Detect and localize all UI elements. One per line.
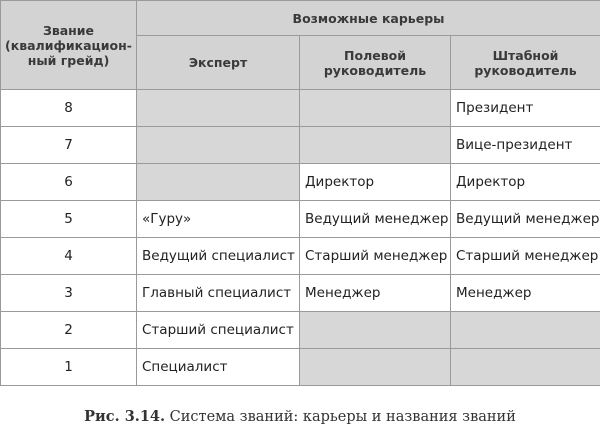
staff-manager-column-header: Штабной руководитель bbox=[451, 36, 600, 90]
staff-manager-cell bbox=[451, 349, 600, 386]
rank-cell: 7 bbox=[1, 127, 137, 164]
expert-cell: Ведущий специалист bbox=[137, 238, 300, 275]
expert-column-header: Эксперт bbox=[137, 36, 300, 90]
expert-cell: Старший специалист bbox=[137, 312, 300, 349]
rank-cell: 8 bbox=[1, 90, 137, 127]
table-row bbox=[1, 312, 600, 349]
table-row bbox=[1, 349, 600, 386]
rank-cell: 3 bbox=[1, 275, 137, 312]
table-row bbox=[1, 127, 600, 164]
table-row bbox=[1, 201, 600, 238]
rank-column-header: Звание (квалификацион-ный грейд) bbox=[1, 1, 137, 90]
rank-cell: 4 bbox=[1, 238, 137, 275]
table-row bbox=[1, 90, 600, 127]
table-body bbox=[1, 90, 600, 386]
staff-manager-cell: Ведущий менеджер bbox=[451, 201, 600, 238]
rank-cell: 1 bbox=[1, 349, 137, 386]
staff-manager-cell: Старший менеджер bbox=[451, 238, 600, 275]
table-row bbox=[1, 275, 600, 312]
table-row bbox=[1, 238, 600, 275]
staff-manager-cell: Президент bbox=[451, 90, 600, 127]
expert-cell bbox=[137, 90, 300, 127]
table-row bbox=[1, 164, 600, 201]
field-manager-cell bbox=[300, 90, 451, 127]
field-manager-column-header: Полевой руководитель bbox=[300, 36, 451, 90]
careers-group-header: Возможные карьеры bbox=[137, 1, 600, 36]
field-manager-cell bbox=[300, 349, 451, 386]
rank-cell: 6 bbox=[1, 164, 137, 201]
staff-manager-cell bbox=[451, 312, 600, 349]
field-manager-cell: Директор bbox=[300, 164, 451, 201]
field-manager-cell: Ведущий менеджер bbox=[300, 201, 451, 238]
expert-cell: Специалист bbox=[137, 349, 300, 386]
staff-manager-cell: Менеджер bbox=[451, 275, 600, 312]
rank-cell: 2 bbox=[1, 312, 137, 349]
figure-caption bbox=[0, 408, 600, 425]
expert-cell bbox=[137, 127, 300, 164]
staff-manager-cell: Вице-президент bbox=[451, 127, 600, 164]
expert-cell bbox=[137, 164, 300, 201]
field-manager-cell bbox=[300, 312, 451, 349]
staff-manager-cell: Директор bbox=[451, 164, 600, 201]
expert-cell: Главный специалист bbox=[137, 275, 300, 312]
expert-cell: «Гуру» bbox=[137, 201, 300, 238]
field-manager-cell bbox=[300, 127, 451, 164]
field-manager-cell: Старший менеджер bbox=[300, 238, 451, 275]
figure-number: Рис. 3.14. bbox=[84, 408, 166, 425]
field-manager-cell: Менеджер bbox=[300, 275, 451, 312]
figure-caption-text: Система званий: карьеры и названия званий bbox=[169, 409, 516, 425]
rank-cell: 5 bbox=[1, 201, 137, 238]
